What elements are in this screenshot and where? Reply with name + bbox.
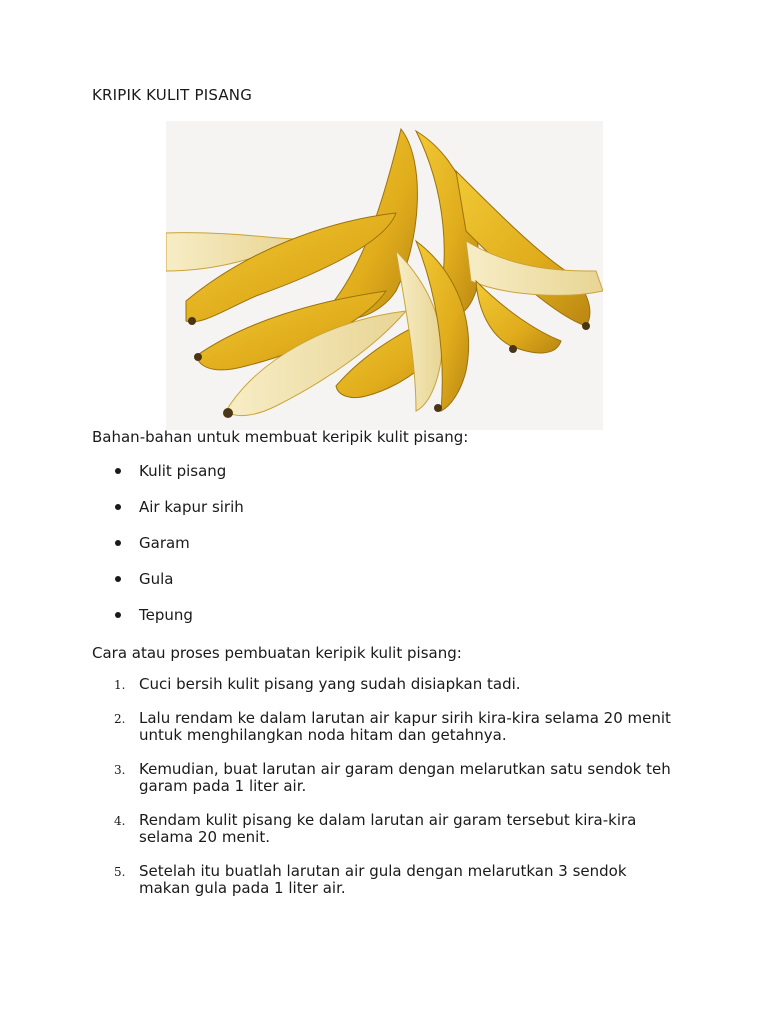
step-number: 5.: [114, 865, 126, 879]
list-item: [92, 676, 682, 693]
step-number: 4.: [114, 814, 126, 828]
list-item: [92, 570, 652, 606]
step-text: Rendam kulit pisang ke dalam larutan air garam tersebut kira-kira selama 20 menit.: [139, 811, 637, 846]
steps-list: [92, 676, 682, 914]
ingredient-label: Air kapur sirih: [139, 498, 244, 516]
list-item: [92, 710, 682, 744]
banana-peel-illustration: [166, 121, 603, 430]
list-item: [92, 812, 682, 846]
list-item: [92, 534, 652, 570]
steps-intro: Cara atau proses pembuatan keripik kulit pisang:: [92, 644, 462, 662]
list-item: [92, 606, 652, 642]
step-text: Kemudian, buat larutan air garam dengan melarutkan satu sendok teh garam pada 1 liter air.: [139, 760, 671, 795]
ingredient-label: Gula: [139, 570, 174, 588]
list-item: [92, 761, 682, 795]
step-text: Cuci bersih kulit pisang yang sudah disiapkan tadi.: [139, 675, 521, 693]
step-number: 2.: [114, 712, 126, 726]
step-text: Lalu rendam ke dalam larutan air kapur sirih kira-kira selama 20 menit untuk menghilangkan noda hitam dan getahnya.: [139, 709, 671, 744]
list-item: [92, 498, 652, 534]
step-text: Setelah itu buatlah larutan air gula dengan melarutkan 3 sendok makan gula pada 1 liter air.: [139, 862, 627, 897]
bullet-icon: [115, 468, 121, 474]
step-number: 3.: [114, 763, 126, 777]
step-number: 1.: [114, 678, 126, 692]
list-item: [92, 863, 682, 897]
ingredient-label: Tepung: [139, 606, 193, 624]
bullet-icon: [115, 540, 121, 546]
ingredients-list: [92, 462, 652, 642]
list-item: [92, 462, 652, 498]
banana-peel-photo: [166, 121, 603, 430]
bullet-icon: [115, 576, 121, 582]
document-title: KRIPIK KULIT PISANG: [92, 86, 253, 104]
ingredient-label: Kulit pisang: [139, 462, 227, 480]
ingredient-label: Garam: [139, 534, 190, 552]
ingredients-intro: Bahan-bahan untuk membuat keripik kulit pisang:: [92, 428, 469, 446]
bullet-icon: [115, 504, 121, 510]
bullet-icon: [115, 612, 121, 618]
